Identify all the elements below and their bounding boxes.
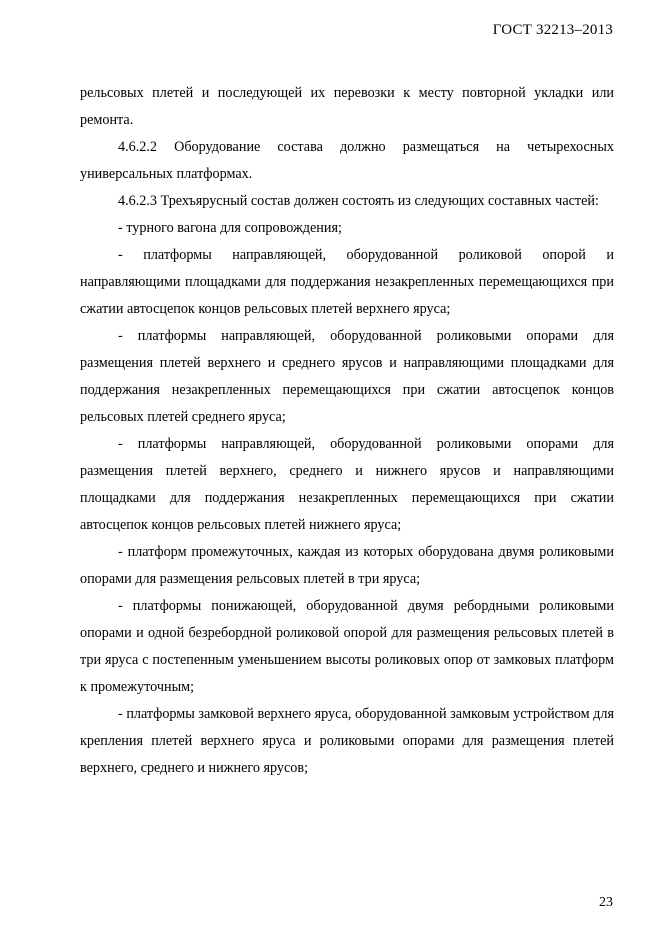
page-number: 23 (599, 895, 613, 910)
list-item-lock-platform-upper: - платформы замковой верхнего яруса, оборудованной замковым устройством для крепления плетей верхнего яруса и роликовыми опорами для размещения плетей верхнего, среднего и нижнего ярусов; (80, 706, 614, 776)
list-item-escort-wagon: - турного вагона для сопровождения; (118, 220, 342, 236)
paragraph-4-6-2-3: 4.6.2.3 Трехъярусный состав должен состоять из следующих составных частей: (118, 193, 599, 209)
standard-header: ГОСТ 32213–2013 (492, 22, 613, 38)
list-item-lowering-platform: - платформы понижающей, оборудованной двумя ребордными роликовыми опорами и одной безребордной роликовой опорой для размещения рельсовых плетей в три яруса с постепенным уменьшением высоты роликовых опор от замковых платформ к промежуточным; (80, 598, 614, 695)
paragraph-4-6-2-2: 4.6.2.2 Оборудование состава должно размещаться на четырехосных универсальных платформах. (80, 139, 614, 182)
list-item-guide-platform-lower: - платформы направляющей, оборудованной роликовыми опорами для размещения плетей верхнего, среднего и нижнего ярусов и направляющими площадками для поддержания незакрепленных перемещающихся при сжатии автосцепок концов рельсовых плетей нижнего яруса; (80, 436, 614, 533)
paragraph-continuation: рельсовых плетей и последующей их перевозки к месту повторной укладки или ремонта. (80, 85, 614, 128)
body-text (80, 80, 614, 782)
list-item-guide-platform-upper: - платформы направляющей, оборудованной роликовой опорой и направляющими площадками для поддержания незакрепленных перемещающихся при сжатии автосцепок концов рельсовых плетей верхнего яруса; (80, 247, 614, 317)
list-item-intermediate-platforms: - платформ промежуточных, каждая из которых оборудована двумя роликовыми опорами для размещения рельсовых плетей в три яруса; (80, 544, 614, 587)
list-item-guide-platform-middle: - платформы направляющей, оборудованной роликовыми опорами для размещения плетей верхнего и среднего ярусов и направляющими площадками для поддержания незакрепленных перемещающихся при сжатии автосцепок концов рельсовых плетей среднего яруса; (80, 328, 614, 425)
